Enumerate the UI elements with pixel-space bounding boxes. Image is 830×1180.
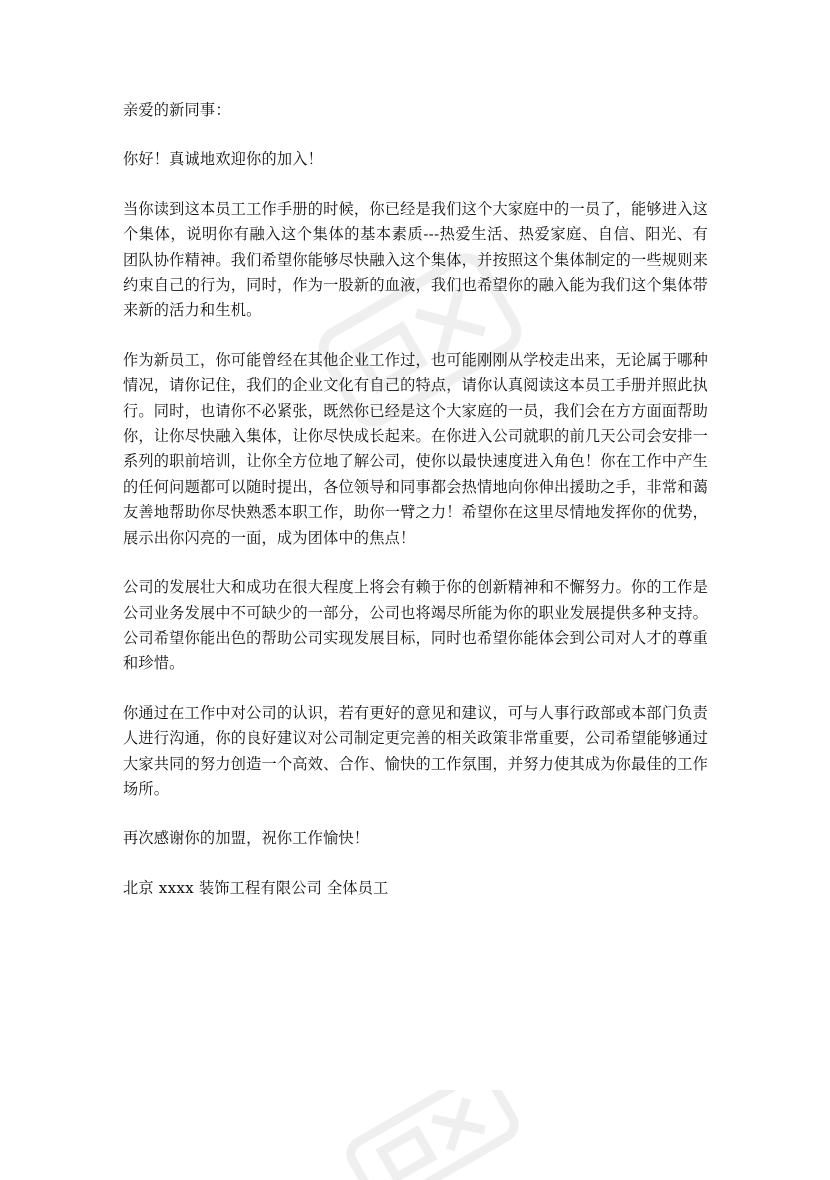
greeting: 你好！真诚地欢迎你的加入！: [123, 150, 324, 169]
paragraph-company-growth: 公司的发展壮大和成功在很大程度上将会有赖于你的创新精神和不懈努力。你的工作是公司业务发展中不可缺少的一部分，公司也将竭尽所能为你的职业发展提供多种支持。公司希望你能出色的帮助公司实现发展目标，同时也希望你能体会到公司对人才的尊重和珍惜。: [123, 578, 708, 673]
welcome-letter: [123, 98, 708, 901]
paragraph-suggestions: 你通过在工作中对公司的认识，若有更好的意见和建议，可与人事行政部或本部门负责人进行沟通，你的良好建议对公司制定更完善的相关政策非常重要，公司希望能够通过大家共同的努力创造一个高效、合作、愉快的工作氛围，并努力使其成为你最佳的工作场所。: [123, 703, 708, 798]
salutation: 亲爱的新同事：: [123, 101, 231, 119]
watermark-logo-icon: [330, 1090, 530, 1180]
closing-line: 再次感谢你的加盟，祝你工作愉快！: [123, 829, 370, 848]
paragraph-intro: 当你读到这本员工工作手册的时候，你已经是我们这个大家庭中的一员了，能够进入这个集体，说明你有融入这个集体的基本素质---热爱生活、热爱家庭、自信、阳光、有团队协作精神。我们希望你能够尽快融入这个集体，并按照这个集体制定的一些规则来约束自己的行为，同时，作为一股新的血液，我们也希望你的融入能为我们这个集体带来新的活力和生机。: [123, 199, 708, 320]
paragraph-new-employee: 作为新员工，你可能曾经在其他企业工作过，也可能刚刚从学校走出来，无论属于哪种情况，请你记住，我们的企业文化有自己的特点，请你认真阅读这本员工手册并照此执行。同时，也请你不必紧张，既然你已经是这个大家庭的一员，我们会在方方面面帮助你，让你尽快融入集体，让你尽快成长起来。在你进入公司就职的前几天公司会安排一系列的职前培训，让你全方位地了解公司，使你以最快速度进入角色！你在工作中产生的任何问题都可以随时提出，各位领导和同事都会热情地向你伸出援助之手，非常和蔼友善地帮助你尽快熟悉本职工作，助你一臂之力！希望你在这里尽情地发挥你的优势，展示出你闪亮的一面，成为团体中的焦点！: [123, 350, 708, 547]
signature: 北京 xxxx 装饰工程有限公司 全体员工: [123, 878, 389, 897]
